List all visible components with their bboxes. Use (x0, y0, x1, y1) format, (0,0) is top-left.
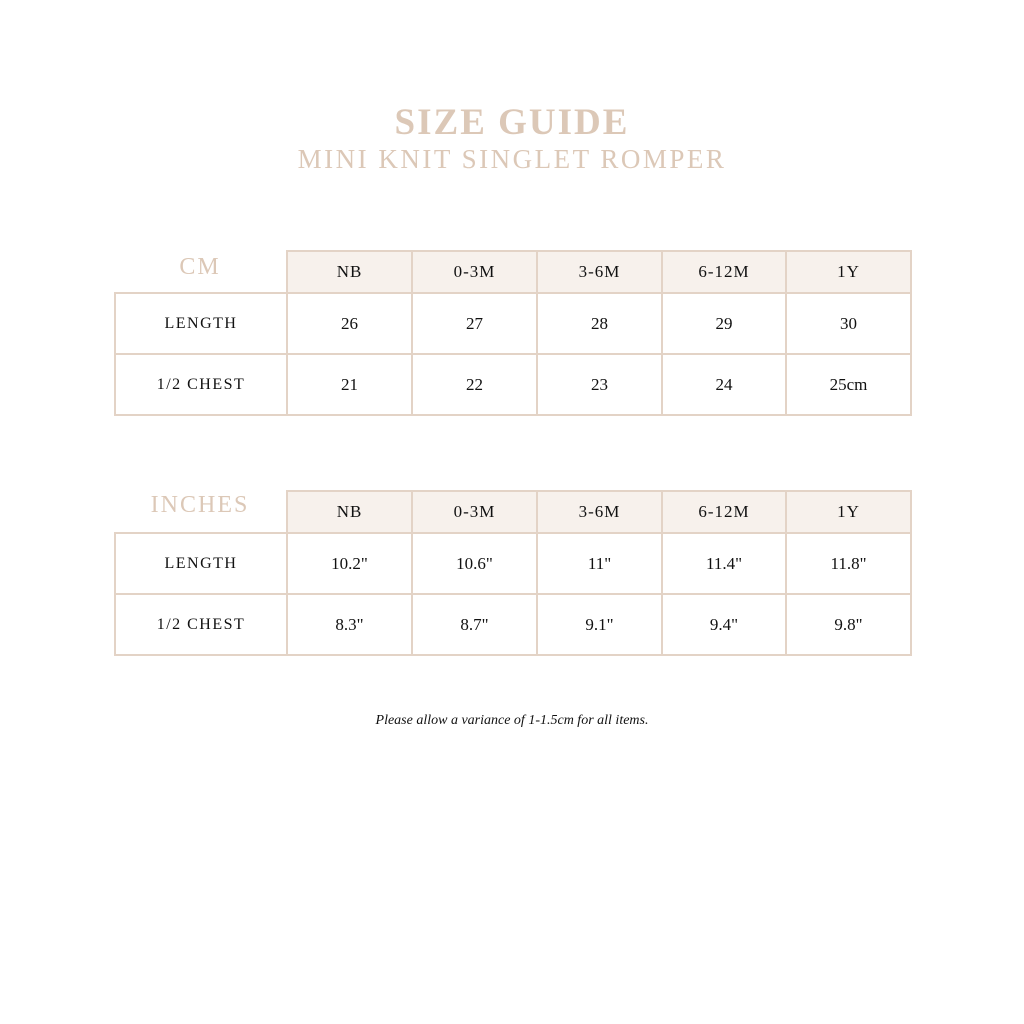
size-header: NB (287, 251, 412, 293)
table-header-row (115, 491, 911, 533)
size-header: 1Y (786, 491, 911, 533)
table-cell: 10.6" (412, 533, 537, 594)
size-header: 6-12M (662, 491, 786, 533)
size-header: 3-6M (537, 251, 662, 293)
table-cell: 10.2" (287, 533, 412, 594)
table-cell: 30 (786, 293, 911, 354)
page-title: SIZE GUIDE (394, 102, 630, 143)
table-corner-cell (115, 251, 287, 293)
table-cell: 21 (287, 354, 412, 415)
table-row (115, 594, 911, 655)
table-row (115, 293, 911, 354)
size-header: 3-6M (537, 491, 662, 533)
table-cell: 29 (662, 293, 786, 354)
cm-size-table (114, 250, 912, 416)
size-header: 6-12M (662, 251, 786, 293)
size-header: 1Y (786, 251, 911, 293)
row-label-length: LENGTH (115, 293, 287, 354)
size-header: 0-3M (412, 251, 537, 293)
table-cell: 11.4" (662, 533, 786, 594)
table-cell: 27 (412, 293, 537, 354)
row-label-chest: 1/2 CHEST (115, 354, 287, 415)
row-label-chest: 1/2 CHEST (115, 594, 287, 655)
inches-unit-label: INCHES (150, 492, 250, 518)
cm-unit-label: CM (179, 254, 221, 280)
row-label-length: LENGTH (115, 533, 287, 594)
table-cell: 8.7" (412, 594, 537, 655)
table-cell: 25cm (786, 354, 911, 415)
table-cell: 9.1" (537, 594, 662, 655)
variance-note: Please allow a variance of 1-1.5cm for all items. (375, 713, 649, 728)
table-cell: 11" (537, 533, 662, 594)
table-cell: 9.8" (786, 594, 911, 655)
table-row (115, 533, 911, 594)
size-header: 0-3M (412, 491, 537, 533)
table-cell: 23 (537, 354, 662, 415)
inches-size-table (114, 490, 912, 656)
table-cell: 24 (662, 354, 786, 415)
table-cell: 26 (287, 293, 412, 354)
table-row (115, 354, 911, 415)
table-cell: 8.3" (287, 594, 412, 655)
size-header: NB (287, 491, 412, 533)
product-subtitle: MINI KNIT SINGLET ROMPER (297, 144, 727, 174)
table-cell: 22 (412, 354, 537, 415)
table-cell: 11.8" (786, 533, 911, 594)
table-header-row (115, 251, 911, 293)
table-corner-cell (115, 491, 287, 533)
table-cell: 28 (537, 293, 662, 354)
table-cell: 9.4" (662, 594, 786, 655)
